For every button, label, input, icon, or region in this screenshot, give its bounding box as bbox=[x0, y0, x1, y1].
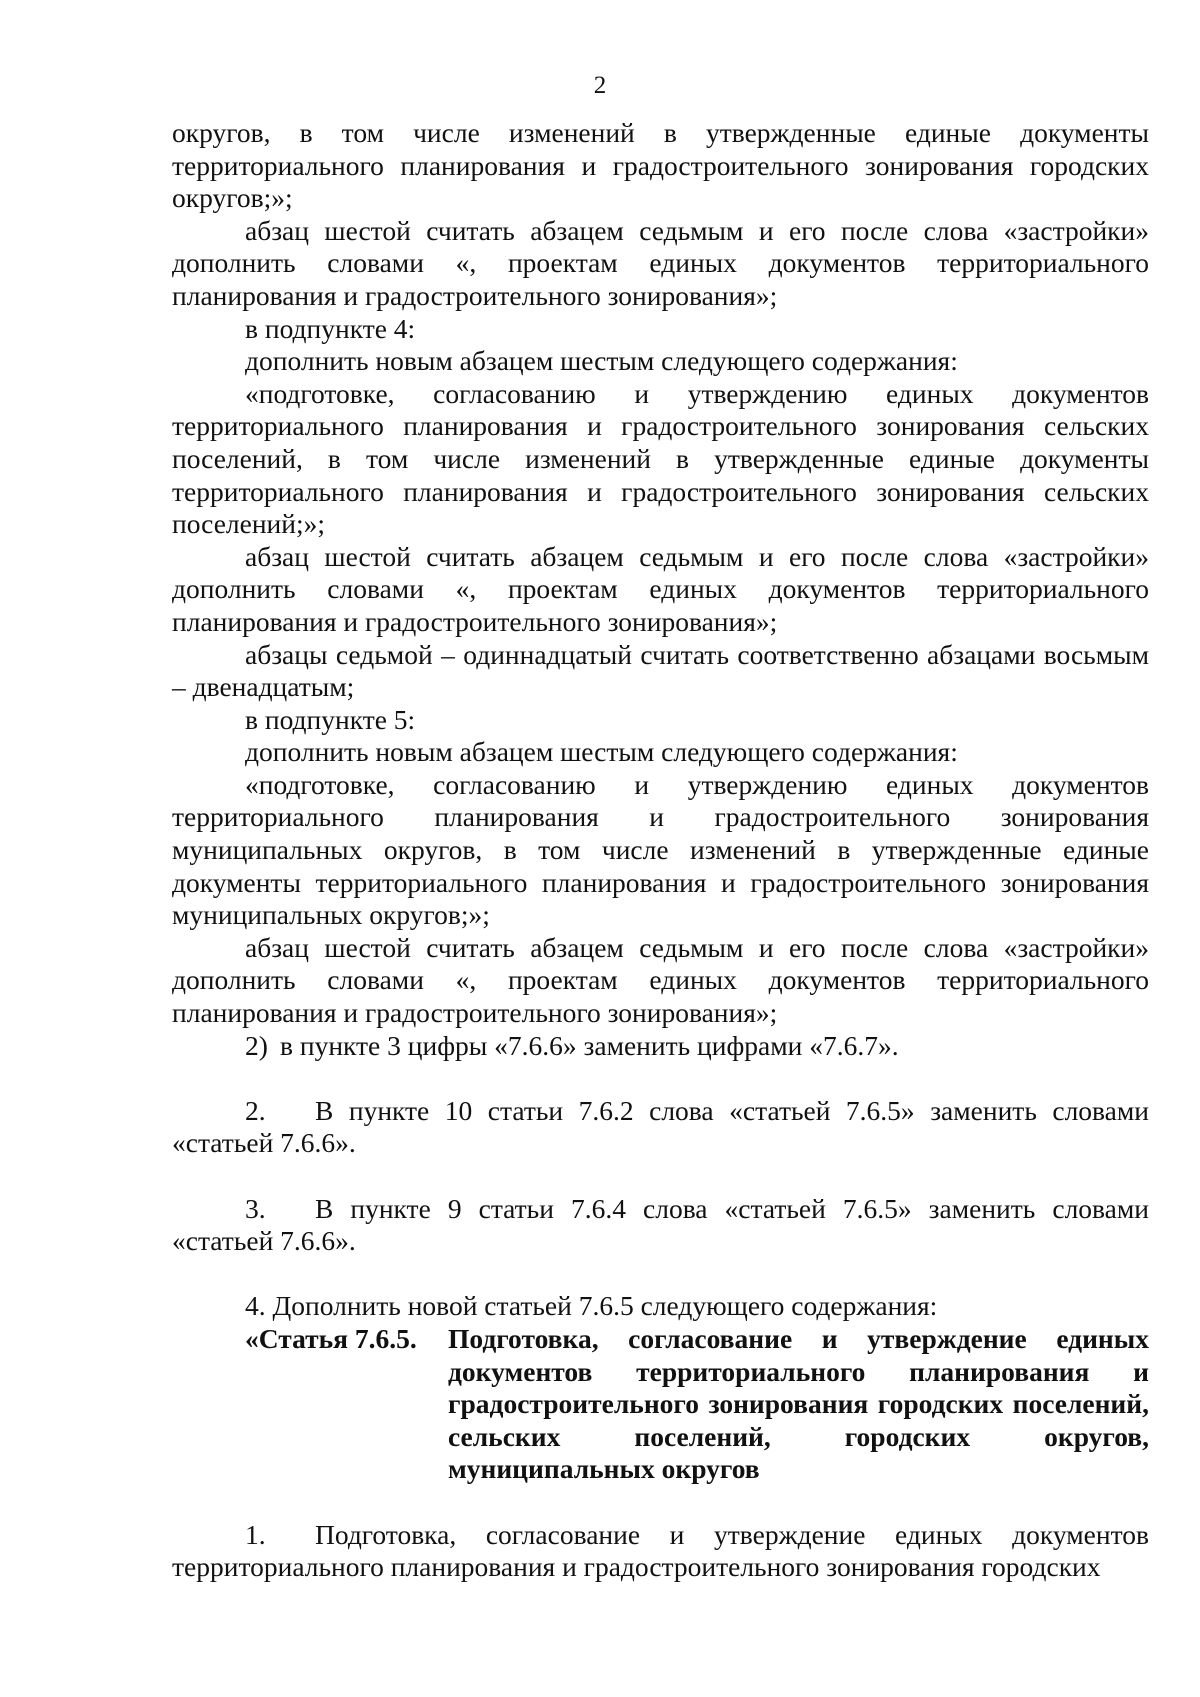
item-number: 2. bbox=[245, 1094, 266, 1126]
item-number: 1. bbox=[245, 1518, 266, 1550]
paragraph: округов, в том числе изменений в утвержденные единые документы территориального планирования и градостроительного зонирования городских округов;»; bbox=[172, 117, 1149, 214]
item-text: В пункте 9 статьи 7.6.4 слова «статьей 7.6.5» заменить словами «статьей 7.6.6». bbox=[172, 1192, 1149, 1257]
item-number: 2) bbox=[245, 1029, 268, 1061]
paragraph: дополнить новым абзацем шестым следующего содержания: bbox=[245, 736, 958, 768]
document-body bbox=[172, 117, 1149, 1584]
paragraph: в подпункте 5: bbox=[245, 703, 416, 735]
paragraph: абзац шестой считать абзацем седьмым и его после слова «застройки» дополнить словами «, проектам единых документов территориального планирования и градостроительного зонирования»; bbox=[172, 214, 1149, 311]
numbered-paragraph bbox=[172, 1030, 1149, 1063]
paragraph: абзац шестой считать абзацем седьмым и его после слова «застройки» дополнить словами «, проектам единых документов территориального планирования и градостроительного зонирования»; bbox=[172, 540, 1149, 637]
paragraph: абзацы седьмой – одиннадцатый считать соответственно абзацами восьмым – двенадцатым; bbox=[172, 638, 1149, 703]
item-text: В пункте 10 статьи 7.6.2 слова «статьей 7.6.5» заменить словами «статьей 7.6.6». bbox=[172, 1094, 1149, 1159]
paragraph: «подготовке, согласованию и утверждению единых документов территориального планирования и градостроительного зонирования муниципальных округов, в том числе изменений в утвержденные единые документы территориального планирования и градостроительного зонирования муниципальных округов;»; bbox=[172, 768, 1149, 931]
paragraph: абзац шестой считать абзацем седьмым и его после слова «застройки» дополнить словами «, проектам единых документов территориального планирования и градостроительного зонирования»; bbox=[172, 931, 1149, 1029]
article-heading bbox=[172, 1323, 1149, 1486]
page-number: 2 bbox=[593, 72, 607, 99]
item-number: 3. bbox=[245, 1192, 266, 1224]
numbered-paragraph bbox=[172, 1519, 1149, 1584]
numbered-paragraph bbox=[172, 1095, 1149, 1160]
numbered-paragraph bbox=[172, 1193, 1149, 1258]
paragraph: «подготовке, согласованию и утверждению единых документов территориального планирования и градостроительного зонирования сельских поселений, в том числе изменений в утвержденные единые документы территориального планирования и градостроительного зонирования сельских поселений;»; bbox=[172, 377, 1149, 540]
article-label: «Статья 7.6.5. bbox=[245, 1322, 417, 1354]
paragraph: дополнить новым абзацем шестым следующего содержания: bbox=[245, 345, 958, 377]
paragraph: 4. Дополнить новой статьей 7.6.5 следующего содержания: bbox=[245, 1290, 938, 1322]
article-title: Подготовка, согласование и утверждение единых документов территориального планирования и градостроительного зонирования городских поселений, сельских поселений, городских округов, муниципальных округов bbox=[448, 1322, 1149, 1485]
item-text: Подготовка, согласование и утверждение единых документов территориального планирования и градостроительного зонирования городских bbox=[172, 1518, 1149, 1583]
item-text: в пункте 3 цифры «7.6.6» заменить цифрами «7.6.7». bbox=[280, 1029, 899, 1061]
paragraph: в подпункте 4: bbox=[245, 312, 416, 344]
